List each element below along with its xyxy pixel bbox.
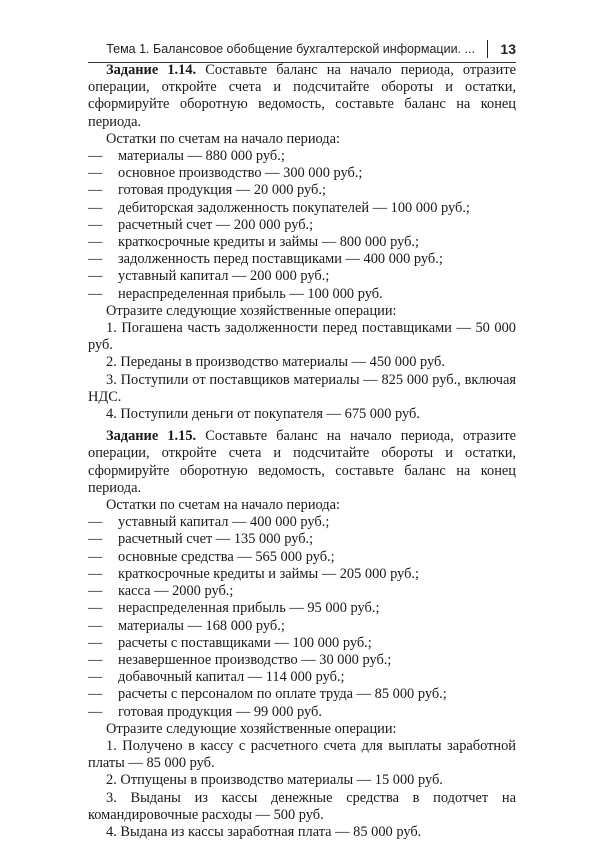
task-1-15-op-4: 4. Выдана из кассы заработная плата — 85 000 руб.	[106, 823, 422, 840]
list-item: — краткосрочные кредиты и займы — 205 000 руб.;	[88, 565, 419, 582]
task-1-14-op-2: 2. Переданы в производство материалы — 450 000 руб.	[106, 354, 445, 371]
list-item: — касса — 2000 руб.;	[88, 583, 234, 600]
list-item: — уставный капитал — 200 000 руб.;	[88, 268, 330, 285]
list-item: — расчеты с персоналом по оплате труда — 85 000 руб.;	[88, 686, 447, 703]
task-1-15-balances-label: Остатки по счетам на начало периода:	[106, 497, 341, 514]
list-item: — незавершенное производство — 30 000 руб.;	[88, 651, 392, 668]
list-item: — нераспределенная прибыль — 95 000 руб.;	[88, 600, 380, 617]
task-1-14-op-1: 1. Погашена часть задолженности перед поставщиками — 50 000 руб.	[88, 320, 516, 354]
page-number: 13	[500, 41, 516, 57]
list-item: — задолженность перед поставщиками — 400 000 руб.;	[88, 251, 443, 268]
task-1-14-ops-label: Отразите следующие хозяйственные операции:	[106, 302, 397, 319]
task-1-15-op-1: 1. Получено в кассу с расчетного счета для выплаты заработной платы — 85 000 руб.	[88, 737, 516, 772]
task-1-14-op-3: 3. Поступили от поставщиков материалы — 825 000 руб., включая НДС.	[88, 371, 516, 405]
list-item: — уставный капитал — 400 000 руб.;	[88, 514, 330, 531]
list-item: — нераспределенная прибыль — 100 000 руб.	[88, 285, 383, 302]
task-1-14-balance-list	[88, 148, 516, 303]
task-1-15-op-3: 3. Выданы из кассы денежные средства в подотчет на командировочные расходы — 500 руб.	[88, 789, 516, 823]
list-item: — расчеты с поставщиками — 100 000 руб.;	[88, 634, 372, 651]
task-1-14-intro	[88, 62, 516, 131]
list-item: — материалы — 168 000 руб.;	[88, 617, 285, 634]
chapter-title: Тема 1. Балансовое обобщение бухгалтерской информации. ...	[106, 42, 475, 56]
list-item: — краткосрочные кредиты и займы — 800 000 руб.;	[88, 234, 419, 251]
list-item: — добавочный капитал — 114 000 руб.;	[88, 669, 345, 686]
task-1-15-heading: Задание 1.15.	[106, 428, 197, 445]
list-item: — расчетный счет — 200 000 руб.;	[88, 216, 314, 233]
task-1-15-op-2: 2. Отпущены в производство материалы — 15 000 руб.	[106, 772, 443, 789]
task-1-15-intro-text: Составьте баланс на начало периода, отразите операции, откройте счета и подсчитайте обороты и остатки, сформируйте оборотную ведомость, составьте баланс на конец периода.	[88, 428, 516, 496]
header-separator	[487, 40, 489, 58]
task-1-14-intro-text: Составьте баланс на начало периода, отразите операции, откройте счета и подсчитайте обороты и остатки, сформируйте оборотную ведомость, составьте баланс на конец периода.	[88, 62, 516, 130]
list-item: — готовая продукция — 20 000 руб.;	[88, 182, 326, 199]
task-1-15-intro	[88, 428, 516, 497]
task-1-14-balances-label: Остатки по счетам на начало периода:	[106, 130, 341, 147]
page-body	[88, 62, 516, 841]
list-item: — дебиторская задолженность покупателей — 100 000 руб.;	[88, 199, 470, 216]
list-item: — основное производство — 300 000 руб.;	[88, 165, 363, 182]
list-item: — готовая продукция — 99 000 руб.	[88, 703, 322, 720]
list-item: — основные средства — 565 000 руб.;	[88, 548, 335, 565]
task-1-15-balance-list	[88, 514, 516, 720]
list-item: — материалы — 880 000 руб.;	[88, 148, 285, 165]
task-1-14-op-4: 4. Поступили деньги от покупателя — 675 000 руб.	[106, 406, 420, 423]
running-header	[88, 38, 516, 60]
task-1-15-ops-label: Отразите следующие хозяйственные операции:	[106, 720, 397, 737]
task-1-14-heading: Задание 1.14.	[106, 62, 197, 78]
list-item: — расчетный счет — 135 000 руб.;	[88, 531, 314, 548]
